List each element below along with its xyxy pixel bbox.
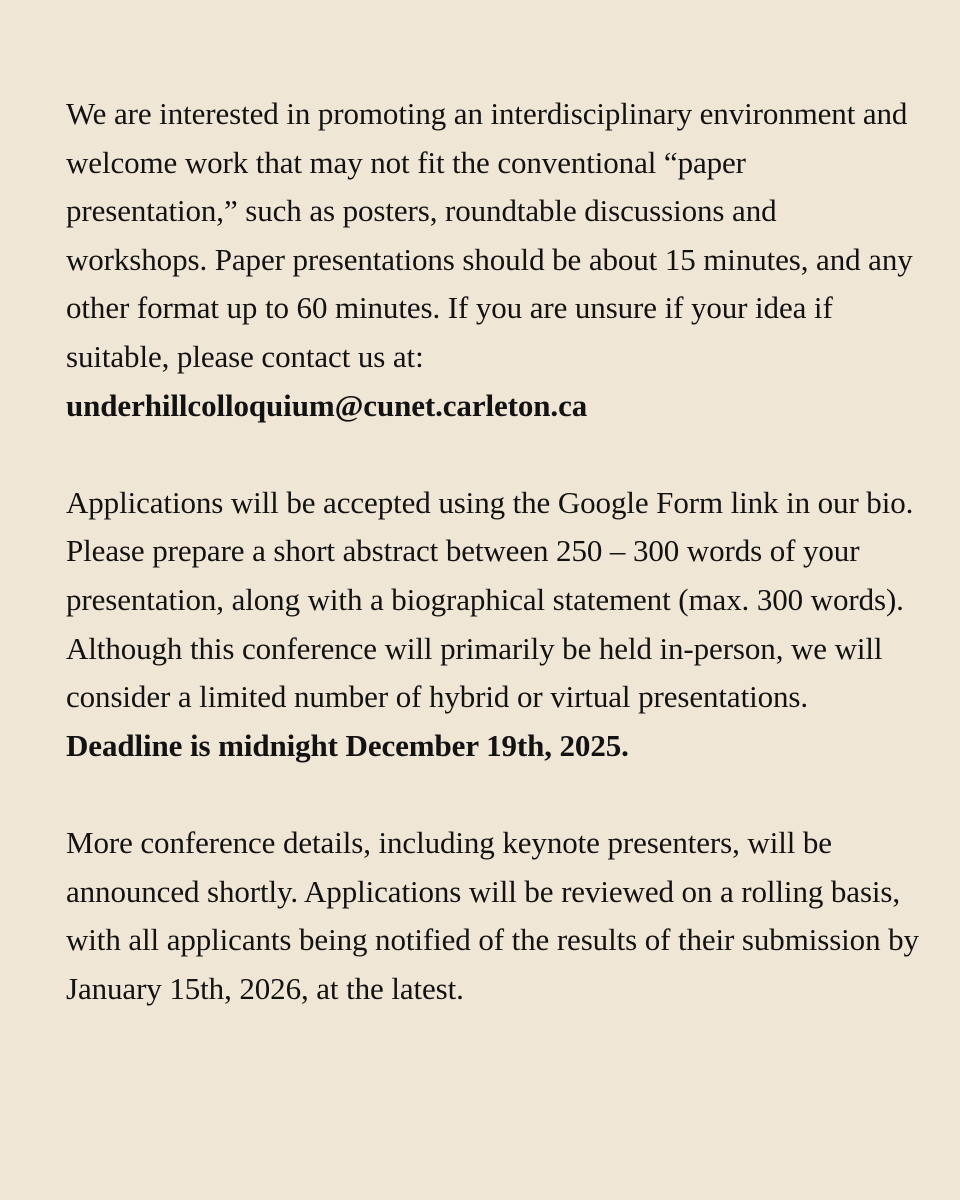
- paragraph-applications-text: Applications will be accepted using the Google Form link in our bio. Please prepare a short abstract between 250 – 300 words of your presentation, along with a biographical statement (max. 300 words). Although this conference will primarily be held in-person, we will consider a limited number of hybrid or virtual presentations.: [66, 484, 914, 715]
- deadline-text: Deadline is midnight December 19th, 2025.: [66, 727, 629, 763]
- paragraph-details: [66, 819, 920, 1013]
- contact-email[interactable]: underhillcolloquium@cunet.carleton.ca: [66, 387, 588, 423]
- paragraph-applications: [66, 479, 920, 771]
- paragraph-details-text: More conference details, including keynote presenters, will be announced shortly. Applications will be reviewed on a rolling basis, with all applicants being notified of the results of their submission by January 15th, 2026, at the latest.: [66, 824, 919, 1006]
- paragraph-interdisciplinary-text: We are interested in promoting an interdisciplinary environment and welcome work that may not fit the conventional “paper presentation,” such as posters, roundtable discussions and workshops. Paper presentations should be about 15 minutes, and any other format up to 60 minutes. If you are unsure if your idea if suitable, please contact us at:: [66, 96, 913, 374]
- paragraph-interdisciplinary: [66, 90, 920, 430]
